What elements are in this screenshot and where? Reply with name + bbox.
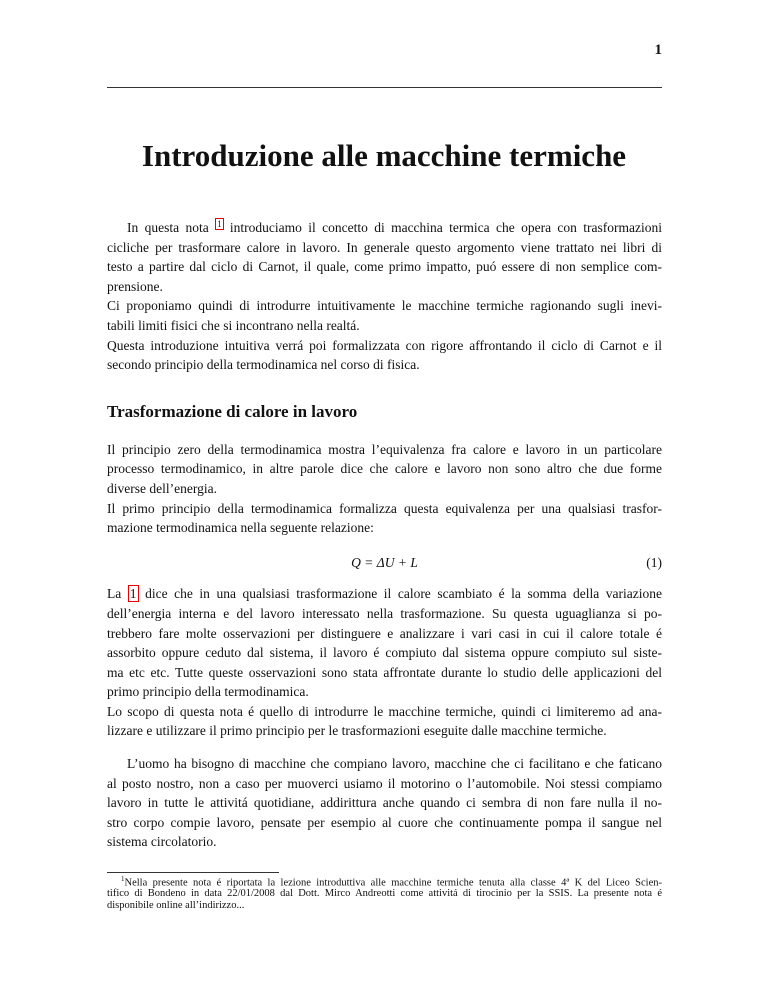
equation-number: (1) (646, 554, 662, 570)
text-line: secondo principio della termodinamica nel corso di fisica. (107, 357, 420, 373)
text-line: primo principio della termodinamica. (107, 684, 309, 700)
text-line: Lo scopo di questa nota é quello di introdurre le macchine termiche, quindi ci limiteremo ad ana- (107, 703, 662, 719)
text-line: trebbero fare molte osservazioni per distinguere e analizzare i vari casi in cui il calore totale é (107, 625, 662, 641)
equation-link[interactable]: 1 (129, 586, 137, 602)
text-line: disponibile online all’indirizzo... (107, 900, 245, 912)
text-line: Il primo principio della termodinamica formalizza questa equivalenza per una qualsiasi trasfor- (107, 500, 662, 516)
text-line: stro corpo compie lavoro, pensate per esempio al cuore che continuamente pompa il sangue nel (107, 814, 662, 830)
intro-paragraph (107, 218, 662, 375)
page-number: 1 (654, 42, 662, 58)
section-heading: Trasformazione di calore in lavoro (107, 401, 358, 421)
main-text (107, 218, 662, 852)
text-line: diverse dell’energia. (107, 480, 217, 496)
footnote-link[interactable]: 1 (217, 218, 222, 229)
text-line: Ci proponiamo quindi di introdurre intuitivamente le macchine termiche ragionando sugli inevi- (107, 298, 662, 314)
text-line: al posto nostro, non a caso per muoverci usiamo il motorino o l’automobile. Noi stessi compiamo (107, 775, 662, 791)
text-line: testo a partire dal ciclo di Carnot, il quale, come primo impatto, puó essere di non semplice com- (107, 259, 662, 275)
footnote (107, 876, 662, 913)
text-line: assorbito oppure ceduto dal sistema, il lavoro é compiuto dal sistema oppure compiuto sul siste- (107, 645, 662, 661)
text-line: prensione. (107, 278, 163, 294)
text-line: Questa introduzione intuitiva verrá poi formalizzata con rigore affrontando il ciclo di Carnot e il (107, 337, 662, 353)
text-line: tabili limiti fisici che si incontrano nella realtá. (107, 317, 360, 333)
text-line: lizzare e utilizzare il primo principio per le trasformazioni eseguite dalle macchine termiche. (107, 723, 607, 739)
text-line: cicliche per trasformare calore in lavoro. In generale questo argomento viene trattato nei libri di (107, 239, 662, 255)
text-line: L’uomo ha bisogno di macchine che compiano lavoro, macchine che ci facilitano e che faticano (127, 756, 662, 772)
text-line: mazione termodinamica nella seguente relazione: (107, 520, 374, 536)
equation (107, 553, 662, 573)
text-line: lavoro in tutte le attivitá quotidiane, addirittura anche quando ci sembra di non fare nulla il no- (107, 795, 662, 811)
text-line: In questa nota $^1$ introduciamo il concetto di macchina termica che opera con trasformazioni (127, 218, 662, 235)
paragraph (107, 754, 662, 852)
text-line: $^1$Nella presente nota é riportata la lezione introduttiva alle macchine termiche tenuta alla classe 4ª K del Liceo Scien- (121, 875, 662, 889)
text-line: dell’energia interna e del lavoro interessato nella trasformazione. Su questa uguaglianza si po- (107, 605, 662, 621)
text-line: processo termodinamico, in altre parole dice che calore e lavoro non sono altro che due forme (107, 461, 662, 477)
header-rule (107, 87, 662, 88)
equation-formula: Q = ΔU + L (351, 554, 418, 570)
text-line: Il principio zero della termodinamica mostra l’equivalenza fra calore e lavoro in un particolare (107, 441, 662, 457)
paragraph (107, 584, 662, 741)
paragraph (107, 440, 662, 538)
text-line: La 1 dice che in una qualsiasi trasformazione il calore scambiato é la somma della variazione (107, 586, 662, 602)
footnote-rule (107, 872, 279, 873)
document-title: Introduzione alle macchine termiche (141, 138, 627, 173)
text-line: sistema circolatorio. (107, 834, 217, 850)
text-line: tifico di Bondeno in data 22/01/2008 dal Dott. Mirco Andreotti come attivitá di tirocinio per la SSIS. La presente nota é (107, 888, 662, 900)
text-line: ma etc etc. Tutte queste osservazioni sono stata affrontate durante lo studio delle applicazioni del (107, 664, 662, 680)
